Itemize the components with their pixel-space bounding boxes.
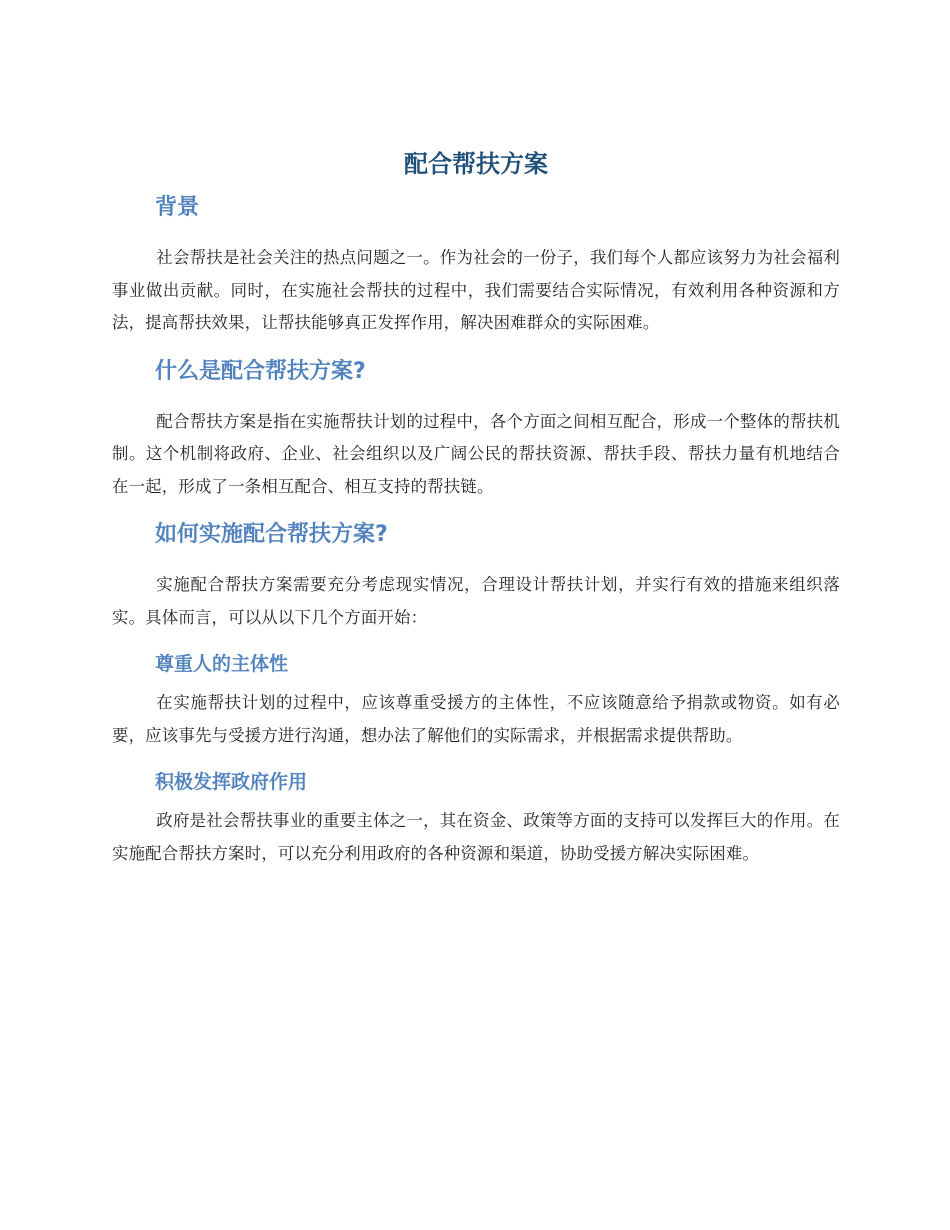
subsection-heading-government-role: 积极发挥政府作用: [155, 771, 308, 793]
subsection-paragraph-government-role: 政府是社会帮扶事业的重要主体之一，其在资金、政策等方面的支持可以发挥巨大的作用。在实施配合帮扶方案时，可以充分利用政府的各种资源和渠道，协助受援方解决实际困难。: [112, 811, 840, 863]
section-paragraph-background: 社会帮扶是社会关注的热点问题之一。作为社会的一份子，我们每个人都应该努力为社会福利事业做出贡献。同时，在实施社会帮扶的过程中，我们需要结合实际情况，有效利用各种资源和方法，提高帮扶效果，让帮扶能够真正发挥作用，解决困难群众的实际困难。: [112, 248, 840, 332]
section-paragraph-what-is: 配合帮扶方案是指在实施帮扶计划的过程中，各个方面之间相互配合，形成一个整体的帮扶机制。这个机制将政府、企业、社会组织以及广阔公民的帮扶资源、帮扶手段、帮扶力量有机地结合在一起，形成了一条相互配合、相互支持的帮扶链。: [112, 411, 840, 496]
section-heading-background: 背景: [155, 195, 200, 220]
section-heading-what-is: 什么是配合帮扶方案?: [155, 358, 366, 384]
section-heading-how-to: 如何实施配合帮扶方案?: [155, 522, 388, 547]
document-page: [112, 146, 840, 870]
document-title: 配合帮扶方案: [404, 150, 548, 178]
subsection-heading-respect-subjectivity: 尊重人的主体性: [155, 653, 289, 675]
section-paragraph-how-to: 实施配合帮扶方案需要充分考虑现实情况，合理设计帮扶计划，并实行有效的措施来组织落实。具体而言，可以从以下几个方面开始：: [112, 575, 840, 627]
subsection-paragraph-respect-subjectivity: 在实施帮扶计划的过程中，应该尊重受援方的主体性，不应该随意给予捐款或物资。如有必要，应该事先与受援方进行沟通，想办法了解他们的实际需求，并根据需求提供帮助。: [112, 693, 840, 745]
